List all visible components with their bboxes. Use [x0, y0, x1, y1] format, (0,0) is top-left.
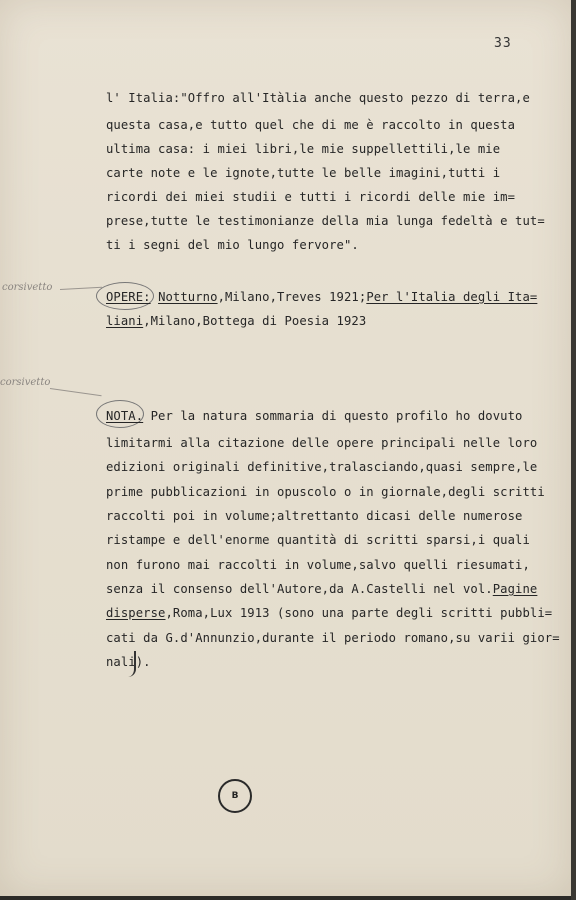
- opere-title-per-italia: Per l'Italia degli Ita=: [366, 290, 538, 304]
- page-edge: [571, 0, 576, 900]
- paragraph1-line: questa casa,e tutto quel che di me è raccolto in questa: [106, 118, 516, 132]
- opere-rest2: ,Milano,Bottega di Poesia 1923: [143, 314, 367, 328]
- page-number: 33: [494, 36, 512, 51]
- opere-label: OPERE:: [106, 290, 151, 304]
- paragraph1-line: l' Italia:"Offro all'Itàlia anche questo pezzo di terra,e: [106, 91, 530, 105]
- library-stamp-icon: [218, 779, 252, 813]
- paragraph1-line: ricordi dei miei studii e tutti i ricordi delle mie im=: [106, 190, 516, 204]
- nota-line: non furono mai raccolti in volume,salvo quelli riesumati,: [106, 558, 530, 572]
- opere-line: [106, 314, 366, 328]
- margin-stroke: [60, 287, 102, 290]
- nota-line: prime pubblicazioni in opuscolo o in giornale,degli scritti: [106, 485, 545, 499]
- nota-book-title-a: Pagine: [492, 582, 538, 596]
- nota-line: [106, 582, 537, 596]
- paragraph1-line: ultima casa: i miei libri,le mie suppellettili,le mie: [106, 142, 501, 156]
- nota-line: cati da G.d'Annunzio,durante il periodo romano,su varii gior=: [106, 631, 560, 645]
- nota-label: NOTA.: [106, 409, 144, 423]
- nota-line: ristampe e dell'enorme quantità di scritti sparsi,i quali: [106, 533, 530, 547]
- nota-line9-rest: ,Roma,Lux 1913 (sono una parte degli scritti pubbli=: [165, 606, 553, 620]
- nota-line: [106, 606, 552, 620]
- opere-title-liani: liani: [106, 314, 144, 328]
- paragraph1-line: ti i segni del mio lungo fervore".: [106, 238, 359, 252]
- handwritten-bracket-mark: [124, 651, 136, 677]
- nota-line: limitarmi alla citazione delle opere principali nelle loro: [106, 436, 538, 450]
- nota-line1: Per la natura sommaria di questo profilo ho dovuto: [143, 409, 523, 423]
- paragraph1-line: carte note e le ignote,tutte le belle imagini,tutti i: [106, 166, 501, 180]
- margin-stroke: [50, 388, 102, 396]
- margin-note: corsivetto: [0, 377, 51, 388]
- nota-line: edizioni originali definitive,tralasciando,quasi sempre,le: [106, 460, 538, 474]
- opere-line: [106, 290, 537, 304]
- opere-title-notturno: Notturno: [158, 290, 218, 304]
- opere-rest1: ,Milano,Treves 1921;: [217, 290, 367, 304]
- nota-line: [106, 409, 523, 423]
- nota-line8: senza il consenso dell'Autore,da A.Castelli nel vol.: [106, 582, 493, 596]
- stamp-text: B: [231, 791, 239, 801]
- nota-line: nali).: [106, 655, 151, 669]
- margin-note: corsivetto: [2, 282, 53, 293]
- nota-book-title-b: disperse: [106, 606, 166, 620]
- paragraph1-line: prese,tutte le testimonianze della mia lunga fedeltà e tut=: [106, 214, 545, 228]
- nota-line: raccolti poi in volume;altrettanto dicasi delle numerose: [106, 509, 523, 523]
